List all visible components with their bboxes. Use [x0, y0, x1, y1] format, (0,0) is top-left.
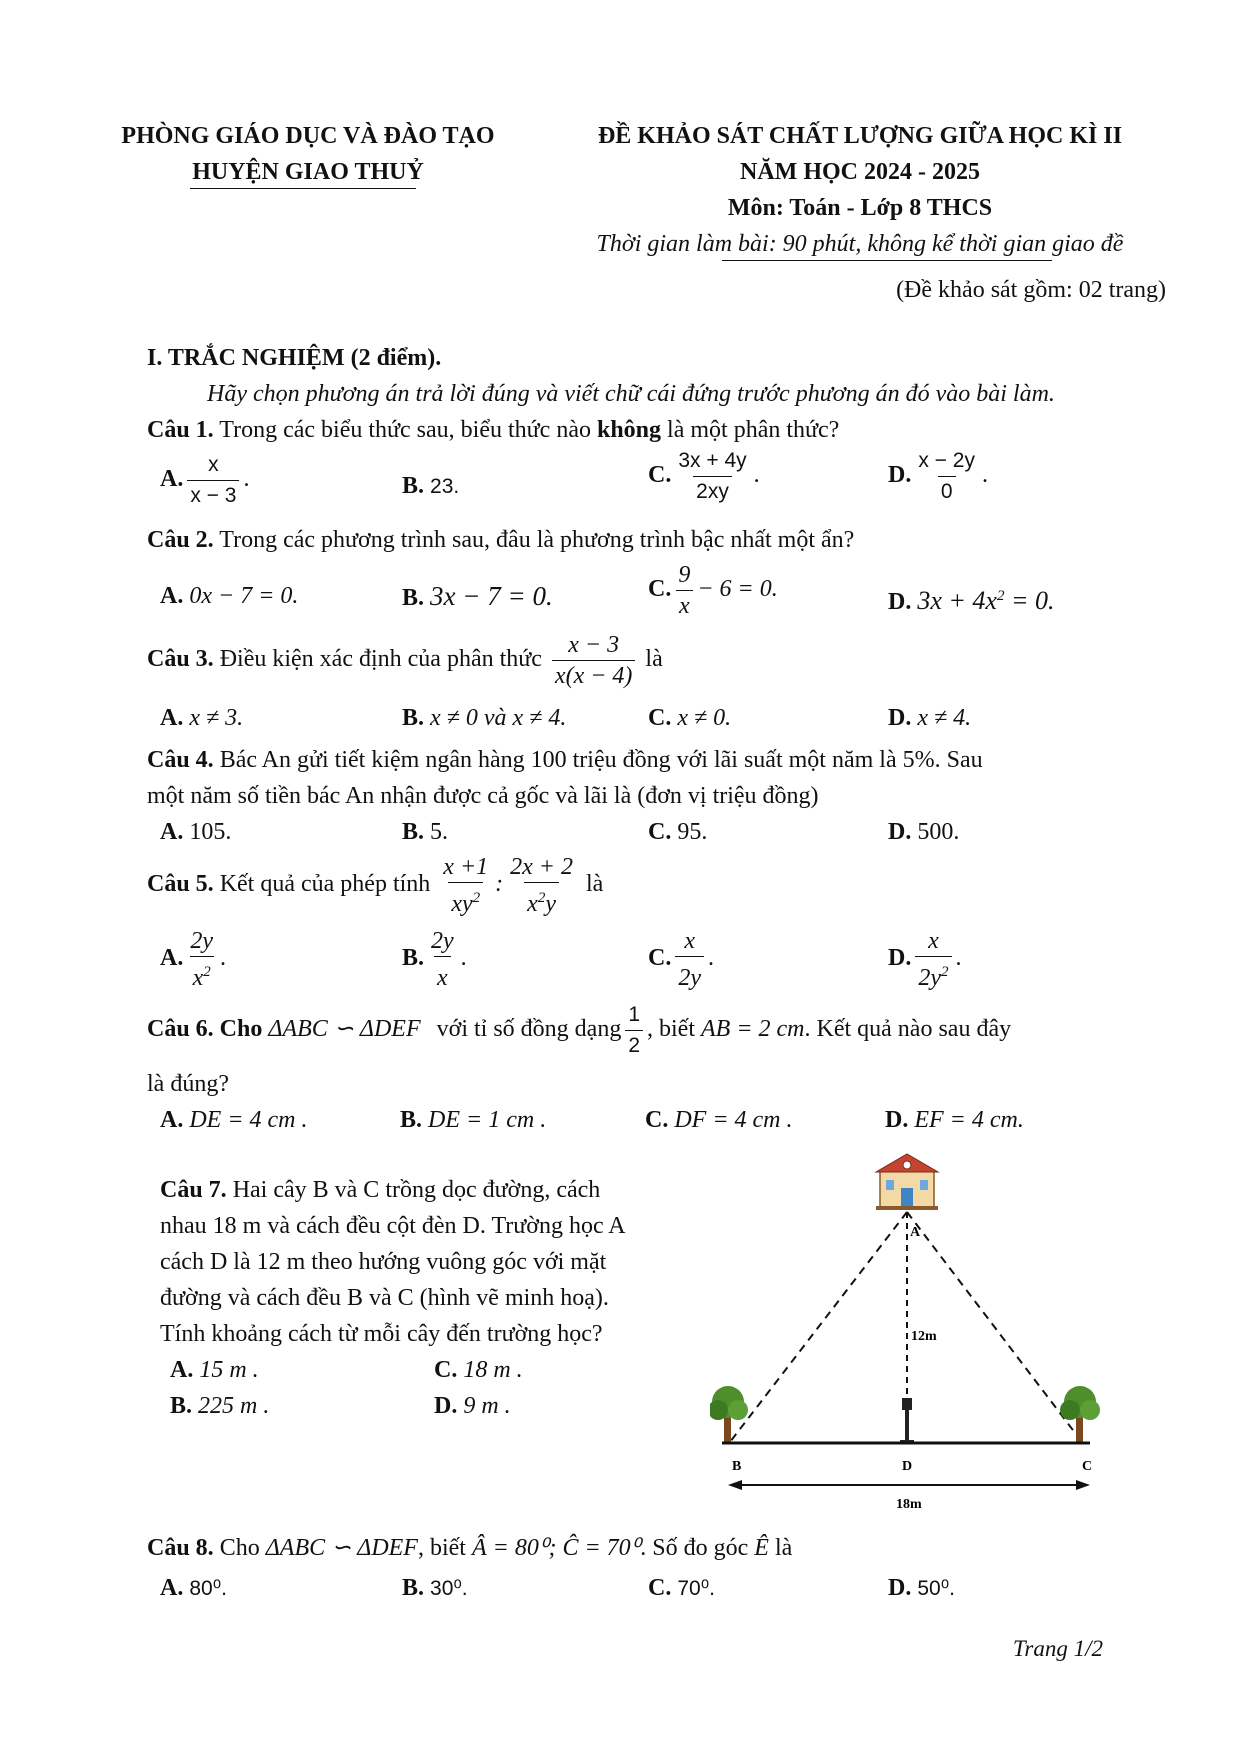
- org-line1: PHÒNG GIÁO DỤC VÀ ĐÀO TẠO: [121, 123, 495, 149]
- q6-opt-d: D. EF = 4 cm.: [885, 1107, 1024, 1133]
- q1-opt-b: B. 23.: [402, 473, 460, 499]
- q5-opt-a: A. $\frac{2y}{x^2}$ .: [160, 928, 226, 991]
- exam-pages: (Đề khảo sát gồm: 02 trang): [896, 277, 1166, 303]
- q2-opt-d: D. $3x + 4x^2 = 0$.: [888, 586, 1055, 615]
- q4-opt-b: B. 5.: [402, 819, 449, 845]
- q6-stem: Câu 6. Cho ΔABC ∽ ΔDEF với tỉ số đồng dạng $\frac{1}{2}$ , biết AB = 2 cm. Kết quả nào sau đây: [147, 1000, 1011, 1061]
- page-number: Trang 1/2: [1012, 1636, 1103, 1661]
- q5-opt-c: C. $\frac{x}{2y}$ .: [648, 928, 714, 991]
- q4-line2: một năm số tiền bác An nhận được cả gốc và lãi là (đơn vị triệu đồng): [147, 783, 819, 809]
- q3-opt-a: A. x ≠ 3.: [160, 705, 244, 731]
- q7-figure: [710, 1140, 1110, 1510]
- q4-opt-d: D. 500.: [888, 819, 960, 845]
- line-ac: [907, 1212, 1082, 1442]
- q5-opt-d: D. $\frac{x}{2y^2}$ .: [888, 928, 962, 991]
- q1-opt-d: D. $\frac{x - 2y}{0}$ .: [888, 446, 988, 507]
- q6-opt-b: B. DE = 1 cm .: [400, 1107, 547, 1133]
- q6-opt-a: A. DE = 4 cm .: [160, 1107, 308, 1133]
- q7-line1: Câu 7. Hai cây B và C trồng dọc đường, cách: [160, 1177, 601, 1203]
- label-c: C: [1082, 1459, 1093, 1474]
- q8-opt-d: D. 50⁰.: [888, 1575, 955, 1601]
- section-title: I. TRẮC NGHIỆM (2 điểm).: [147, 345, 442, 371]
- org-line2: HUYỆN GIAO THUỶ: [192, 159, 424, 185]
- q3-opt-b: B. x ≠ 0 và x ≠ 4.: [402, 705, 567, 731]
- header-right: [560, 118, 1160, 262]
- org-underline: [190, 188, 416, 189]
- fraction: $\frac{x +1}{xy^2}$: [443, 854, 489, 917]
- fraction: $\frac{x - 3}{x(x - 4)}$: [552, 630, 635, 691]
- fraction: $\frac{x}{2y^2}$: [915, 926, 951, 993]
- q1-label: Câu 1.: [147, 417, 214, 443]
- q4-line1: Câu 4. Bác An gửi tiết kiệm ngân hàng 100 triệu đồng với lãi suất một năm là 5%. Sau: [147, 747, 983, 773]
- fraction: $\frac{x}{2y}$: [675, 926, 704, 993]
- tree-icon-b: [710, 1386, 748, 1442]
- tree-icon-c: [1060, 1386, 1100, 1442]
- fraction: $\frac{2y}{x}$: [431, 928, 454, 991]
- q5-opt-b: B. $\frac{2y}{x}$ .: [402, 928, 467, 991]
- section-instruction: Hãy chọn phương án trả lời đúng và viết chữ cái đứng trước phương án đó vào bài làm.: [207, 381, 1055, 407]
- q2-stem: Câu 2. Trong các phương trình sau, đâu là phương trình bậc nhất một ẩn?: [147, 527, 855, 553]
- lamp-post-icon: [900, 1398, 914, 1444]
- q7-opt-b: B. 225 m .: [170, 1393, 270, 1419]
- q3-opt-d: D. x ≠ 4.: [888, 705, 972, 731]
- fraction: $\frac{9}{x}$: [675, 560, 693, 621]
- q7-opt-a: A. 15 m .: [170, 1357, 259, 1383]
- q6-line2: là đúng?: [147, 1071, 229, 1097]
- line-ab: [730, 1212, 907, 1442]
- fraction: $\frac{2x + 2}{x^2y}$: [510, 854, 574, 917]
- q2-opt-c: C. $\frac{9}{x}$ − 6 = 0.: [648, 562, 778, 619]
- school-icon: [876, 1154, 938, 1210]
- exam-title: ĐỀ KHẢO SÁT CHẤT LƯỢNG GIỮA HỌC KÌ II: [597, 123, 1123, 149]
- exam-year: NĂM HỌC 2024 - 2025: [740, 159, 980, 185]
- q4-opt-c: C. 95.: [648, 819, 708, 845]
- q1-opt-a: A. $\frac{x}{x - 3}$ .: [160, 450, 249, 511]
- q1-stem: Câu 1. Trong các biểu thức sau, biểu thức nào không là một phân thức?: [147, 417, 840, 443]
- fraction: $\frac{2y}{x^2}$: [190, 928, 213, 991]
- q8-stem: Câu 8. Cho ΔABC ∽ ΔDEF, biết Â = 80⁰; Ĉ = 70⁰. Số đo góc Ê là: [147, 1535, 793, 1561]
- q6-opt-c: C. DF = 4 cm .: [645, 1107, 793, 1133]
- fraction: $\frac{3x + 4y}{2xy}$: [675, 446, 749, 507]
- fraction: $\frac{x}{x - 3}$: [187, 450, 239, 511]
- q8-opt-a: A. 80⁰.: [160, 1575, 227, 1601]
- q4-opt-a: A. 105.: [160, 819, 232, 845]
- exam-subject: Môn: Toán - Lớp 8 THCS: [727, 195, 993, 221]
- fraction: $\frac{1}{2}$: [625, 1000, 643, 1061]
- width-label: 18m: [896, 1497, 922, 1510]
- exam-time: Thời gian làm bài: 90 phút, không kể thời gian giao đề: [596, 231, 1124, 257]
- q3-opt-c: C. x ≠ 0.: [648, 705, 732, 731]
- time-underline: [722, 260, 1052, 261]
- arrow-right-icon: [1076, 1480, 1090, 1490]
- q8-opt-c: C. 70⁰.: [648, 1575, 715, 1601]
- label-a: A: [910, 1225, 921, 1240]
- arrow-left-icon: [728, 1480, 742, 1490]
- label-b: B: [732, 1459, 742, 1474]
- q5-stem: Câu 5. Kết quả của phép tính $\frac{x +1}{xy^2}$ : $\frac{2x + 2}{x^2y}$ là: [147, 854, 604, 917]
- label-d: D: [902, 1459, 913, 1474]
- q8-opt-b: B. 30⁰.: [402, 1575, 468, 1601]
- fraction: $\frac{x - 2y}{0}$: [915, 446, 978, 507]
- q2-opt-b: B. 3x − 7 = 0.: [402, 581, 553, 611]
- q7-line5: Tính khoảng cách từ mỗi cây đến trường học?: [160, 1321, 603, 1347]
- q1-opt-c: C. $\frac{3x + 4y}{2xy}$ .: [648, 446, 760, 507]
- q7-opt-d: D. 9 m .: [434, 1393, 511, 1419]
- q7-opt-c: C. 18 m .: [434, 1357, 523, 1383]
- q7-line2: nhau 18 m và cách đều cột đèn D. Trường học A: [160, 1213, 626, 1239]
- q7-line3: cách D là 12 m theo hướng vuông góc với mặt: [160, 1249, 607, 1275]
- header-left: [88, 118, 528, 190]
- q3-stem: Câu 3. Điều kiện xác định của phân thức $\frac{x - 3}{x(x - 4)}$ là: [147, 632, 663, 689]
- q7-line4: đường và cách đều B và C (hình vẽ minh hoạ).: [160, 1285, 609, 1311]
- height-label: 12m: [911, 1329, 937, 1344]
- q2-opt-a: A. 0x − 7 = 0.: [160, 583, 299, 609]
